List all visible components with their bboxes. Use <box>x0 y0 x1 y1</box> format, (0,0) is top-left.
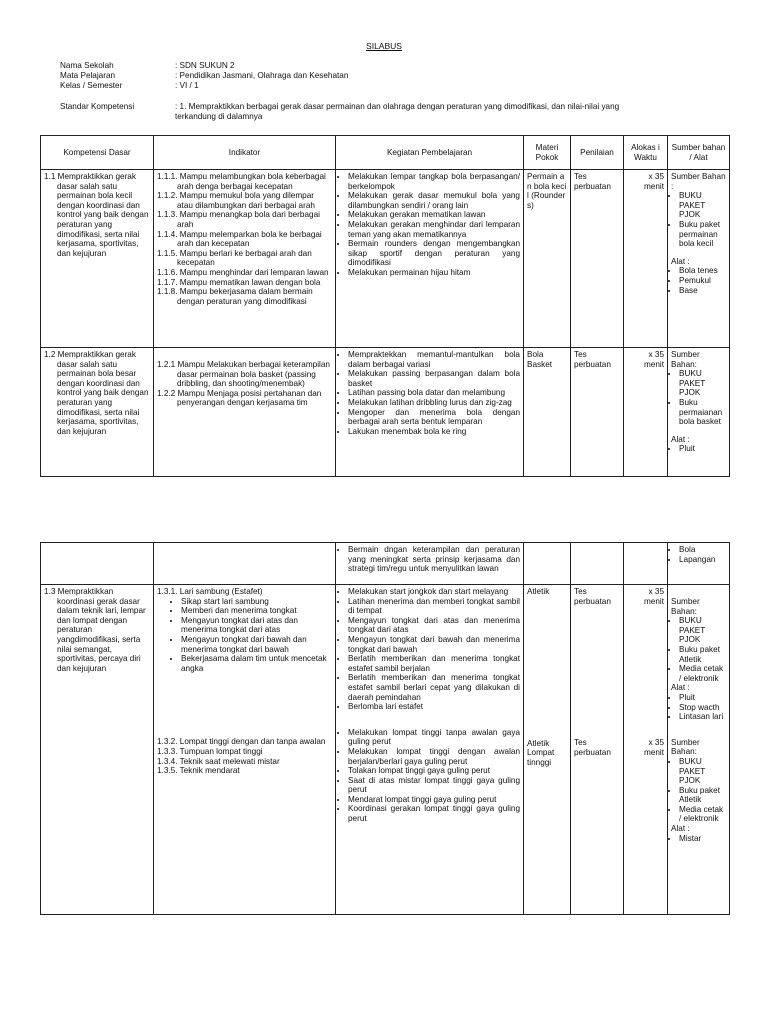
penilaian-cell <box>571 543 624 585</box>
materi-cell: Bola Basket <box>524 348 571 477</box>
alat-label: Alat : <box>671 683 690 693</box>
indikator-item: 1.1.1. Mampu melambungkan bola keberbagai arah denga berbagai kecepatan <box>157 172 326 191</box>
indikator-subitem: • Bekerjasama dalam tim untuk mencetak angka <box>181 654 332 673</box>
kd-cell <box>41 348 154 477</box>
kd-cell <box>41 543 154 585</box>
alat-item: • Pluit <box>679 693 726 703</box>
indikator-subitem: • Memberi dan menerima tongkat <box>181 606 332 616</box>
kegiatan-item: • Melakukan permainan hijau hitam <box>348 268 520 278</box>
kd-number: 1.1 <box>44 172 56 181</box>
kegiatan-item: • Berlomba lari estafet <box>348 702 520 712</box>
sumber-item: • Buku permaianan bola basket <box>679 398 726 427</box>
kd-number: 1.2 <box>44 350 56 359</box>
kegiatan-cell <box>336 170 524 348</box>
alat-item: • Base <box>679 286 726 296</box>
label-mata-pelajaran: Mata Pelajaran <box>60 71 116 80</box>
kegiatan-item: • Latihan passing bola datar dan melambung <box>348 388 520 398</box>
indikator-item: 1.3.3. Tumpuan lompat tinggi <box>157 746 263 756</box>
col-sumber: Sumber bahan / Alat <box>668 136 730 170</box>
kegiatan-item: • Melakukan lompat tinggi dengan awalan berjalan/berlari gaya guling perut <box>348 747 520 766</box>
materi-cell <box>524 585 571 915</box>
kegiatan-item: • Melakukan lempar tangkap bola berpasangan/ berkelompok <box>348 172 520 191</box>
sumber-label: Sumber Bahan: <box>671 737 700 757</box>
indikator-item: 1.3.4. Teknik saat melewati mistar <box>157 756 280 766</box>
silabus-table-2 <box>40 542 730 915</box>
col-alokasi: Alokas i Waktu <box>624 136 668 170</box>
indikator-cell <box>154 543 336 585</box>
sumber-item: • Buku paket Atletik <box>679 645 726 664</box>
indikator-cell <box>154 585 336 915</box>
materi-a: Atletik <box>527 587 550 596</box>
silabus-table-1 <box>40 135 730 477</box>
alokasi-b: x 35 menit <box>643 738 664 757</box>
sumber-item: • Media cetak / elektronik <box>679 664 726 683</box>
indikator-item: 1.1.2. Mampu memukul bola yang dilempar atau dilambungkan dari berbagai arah <box>157 191 315 210</box>
label-nama-sekolah: Nama Sekolah <box>60 61 114 70</box>
kegiatan-cell <box>336 543 524 585</box>
materi-cell <box>524 543 571 585</box>
sumber-cell <box>668 585 730 915</box>
kegiatan-item: • Melakukan gerakan menghindar dari lemparan teman yang akan mematikannya <box>348 220 520 239</box>
sumber-item: • Buku paket permainan bola kecil <box>679 220 726 249</box>
sumber-label: Sumber Bahan: <box>671 597 700 616</box>
kegiatan-item: • Melakukan passing berpasangan dalam bola basket <box>348 369 520 388</box>
penilaian-cell: Tes perbuatan <box>571 348 624 477</box>
sumber-item: • Media cetak / elektronik <box>679 805 726 824</box>
kegiatan-cell <box>336 348 524 477</box>
indikator-cell <box>154 348 336 477</box>
kd-text: Mempraktikkan gerak dasar salah satu permainan bola besar dengan koordinasi dan kontrol yang baik dengan peraturan yang dimodifikasi, serta nilai kerjasama, sportivitas, dan kejujuran <box>57 350 149 436</box>
indikator-subitem: • Sikap start lari sambung <box>181 597 332 607</box>
kegiatan-item: • Koordinasi gerakan lompat tinggi gaya guling perut <box>348 804 520 823</box>
alokasi-cell: x 35 menit <box>624 348 668 477</box>
sumber-item: • BUKU PAKET PJOK <box>679 757 726 786</box>
kegiatan-item: • Mengoper dan menerima bola dengan berbagai arah serta bentuk lemparan <box>348 408 520 427</box>
alokasi-a: x 35 menit <box>643 587 664 606</box>
table-row <box>41 348 730 477</box>
kegiatan-cell <box>336 585 524 915</box>
indikator-item: 1.1.6. Mampu menghindar dari lemparan lawan <box>157 267 329 277</box>
indikator-item: 1.1.5. Mampu berlari ke berbagai arah dan kecepatan <box>157 248 312 268</box>
table-row <box>41 543 730 585</box>
value-standar-kompetensi-line1: : 1. Mempraktikkan berbagai gerak dasar permainan dan olahraga dengan peraturan yang dimodifikasi, dan nilai-nilai yang <box>175 102 620 111</box>
table-header-row <box>41 136 730 170</box>
penilaian-b: Tes perbuatan <box>574 738 611 757</box>
table-row <box>41 170 730 348</box>
alat-label: Alat : <box>671 256 690 266</box>
alat-item: • Bola tenes <box>679 266 726 276</box>
alat-item: • Pluit <box>679 444 726 454</box>
label-standar-kompetensi: Standar Kompetensi <box>60 102 135 111</box>
kegiatan-item: • Berlatih memberikan dan menerima tongkat estafet sambil berlari cepat yang dilakukan di daerah pemindahan <box>348 673 520 702</box>
kd-text: Mempraktikkan koordinasi gerak dasar dalam teknik lari, lempar dan lompat dengan peraturan yangdimodifikasi, serta nilai semangat, sportivitas, percaya diri dan kejujuran <box>57 587 146 673</box>
sumber-item: • BUKU PAKET PJOK <box>679 616 726 645</box>
kegiatan-item: • Bermain dngan keterampilan dan peraturan yang meningkat serta prinsip kerjasama dan strategi tim/regu untuk menyulitkan lawan <box>348 545 520 574</box>
indikator-subitem: • Mengayun tongkat dari atas dan menerima tongkat dari atas <box>181 616 332 635</box>
sumber-item: • Buku paket Atletik <box>679 786 726 805</box>
page-title: SILABUS <box>366 41 402 51</box>
kegiatan-item: • Melakukan lompat tinggi tanpa awalan gaya guling perut <box>348 728 520 747</box>
kegiatan-item: • Melakukan start jongkok dan start melayang <box>348 587 520 597</box>
sumber-cell <box>668 543 730 585</box>
kegiatan-item: • Mempraktekkan memantul-mantulkan bola dalam berbagai variasi <box>348 350 520 369</box>
kegiatan-item: • Mengayun tongkat dari atas dan menerima tongkat dari atas <box>348 616 520 635</box>
alokasi-cell <box>624 543 668 585</box>
kegiatan-item: • Saat di atas mistar lompat tinggi gaya guling perut <box>348 776 520 795</box>
sumber-item: • BUKU PAKET PJOK <box>679 191 726 220</box>
kegiatan-item: • Latihan menerima dan memberi tongkat sambil di tempat <box>348 597 520 616</box>
col-penilaian: Penilaian <box>571 136 624 170</box>
indikator-item: 1.3.1. Lari sambung (Estafet) <box>157 587 263 596</box>
penilaian-a: Tes perbuatan <box>574 587 611 606</box>
col-kegiatan: Kegiatan Pembelajaran <box>336 136 524 170</box>
value-mata-pelajaran: : Pendidikan Jasmani, Olahraga dan Kesehatan <box>175 71 349 80</box>
value-kelas-semester: : VI / 1 <box>175 81 199 90</box>
col-materi: Materi Pokok <box>524 136 571 170</box>
value-standar-kompetensi-line2: terkandung di dalamnya <box>175 112 263 121</box>
sumber-cell <box>668 348 730 477</box>
indikator-item: 1.1.7. Mampu mematikan lawan dengan bola <box>157 277 321 287</box>
kegiatan-item: • Mengayun tongkat dari bawah dan menerima tongkat dari bawah <box>348 635 520 654</box>
kegiatan-item: • Berlatih memberikan dan menerima tongkat estafet sambil berjalan <box>348 654 520 673</box>
alat-item: • Lintasan lari <box>679 712 726 722</box>
kegiatan-item: • Mendarat lompat tinggi gaya guling perut <box>348 795 520 805</box>
penilaian-cell <box>571 585 624 915</box>
indikator-item: 1.2.1 Mampu Melakukan berbagai keterampilan dasar permainan bola basket (passing dribbling, dan shooting/menembak) <box>157 360 330 389</box>
indikator-item: 1.1.3. Mampu menangkap bola dari berbagai arah <box>157 210 320 229</box>
alat-item: • Lapangan <box>679 555 726 565</box>
kegiatan-item: • Tolakan lompat tinggi gaya guling perut <box>348 766 520 776</box>
value-nama-sekolah: : SDN SUKUN 2 <box>175 61 235 70</box>
alat-item: • Bola <box>679 545 726 555</box>
materi-cell: Permain an bola kecil (Rounder s) <box>524 170 571 348</box>
alat-label: Alat : <box>671 434 690 444</box>
alat-item: • Pemukul <box>679 276 726 286</box>
alat-item: • Stop wacth <box>679 703 726 713</box>
indikator-subitem: • Mengayun tongkat dari bawah dan menerima tongkat dari bawah <box>181 635 332 654</box>
col-indikator: Indikator <box>154 136 336 170</box>
indikator-item: 1.2.2 Mampu Menjaga posisi pertahanan dan penyerangan dengan kerjasama tim <box>157 388 322 408</box>
col-kompetensi-dasar: Kompetensi Dasar <box>41 136 154 170</box>
sumber-item: • BUKU PAKET PJOK <box>679 369 726 398</box>
penilaian-cell: Tes perbuatan <box>571 170 624 348</box>
kegiatan-item: • Melakukan gerak dasar memukul bola yang dilambungkan sendiri / orang lain <box>348 191 520 210</box>
kd-cell <box>41 170 154 348</box>
indikator-item: 1.3.2. Lompat tinggi dengan dan tanpa awalan <box>157 737 326 747</box>
indikator-cell <box>154 170 336 348</box>
indikator-item: 1.3.5. Teknik mendarat <box>157 766 240 776</box>
table-row <box>41 585 730 915</box>
kd-text: Mempraktikkan gerak dasar salah satu permainan bola kecil dengan koordinasi dan kontrol yang baik dengan peraturan yang dimodifikasi, serta nilai kerjasama, sportivitas, dan kejujuran <box>57 172 149 258</box>
kd-number: 1.3 <box>44 587 56 596</box>
sumber-cell <box>668 170 730 348</box>
alokasi-cell <box>624 585 668 915</box>
kegiatan-item: • Lakukan menembak bola ke ring <box>348 427 520 437</box>
indikator-item: 1.1.4. Mampu melemparkan bola ke berbagai arah dan kecepatan <box>157 229 322 249</box>
label-kelas-semester: Kelas / Semester <box>60 81 123 90</box>
materi-b: Atletik Lompat tinnggi <box>527 738 555 767</box>
indikator-item: 1.1.8. Mampu bekerjasama dalam bermain dengan peraturan yang dimodifikasi <box>157 287 313 306</box>
kegiatan-item: • Bermain rounders dengan mengembangkan sikap sportif dengan peraturan yang dimodifikasi <box>348 239 520 268</box>
kegiatan-item: • Melakukan gerakan mematikan lawan <box>348 210 520 220</box>
sumber-label: Sumber Bahan: <box>671 350 700 369</box>
kd-cell <box>41 585 154 915</box>
alokasi-cell: x 35 menit <box>624 170 668 348</box>
sumber-label: Sumber Bahan : <box>671 172 726 191</box>
alat-label: Alat : <box>671 824 690 834</box>
kegiatan-item: • Melakukan latihan dribbling lurus dan zig-zag <box>348 398 520 408</box>
alat-item: • Mistar <box>679 834 726 844</box>
